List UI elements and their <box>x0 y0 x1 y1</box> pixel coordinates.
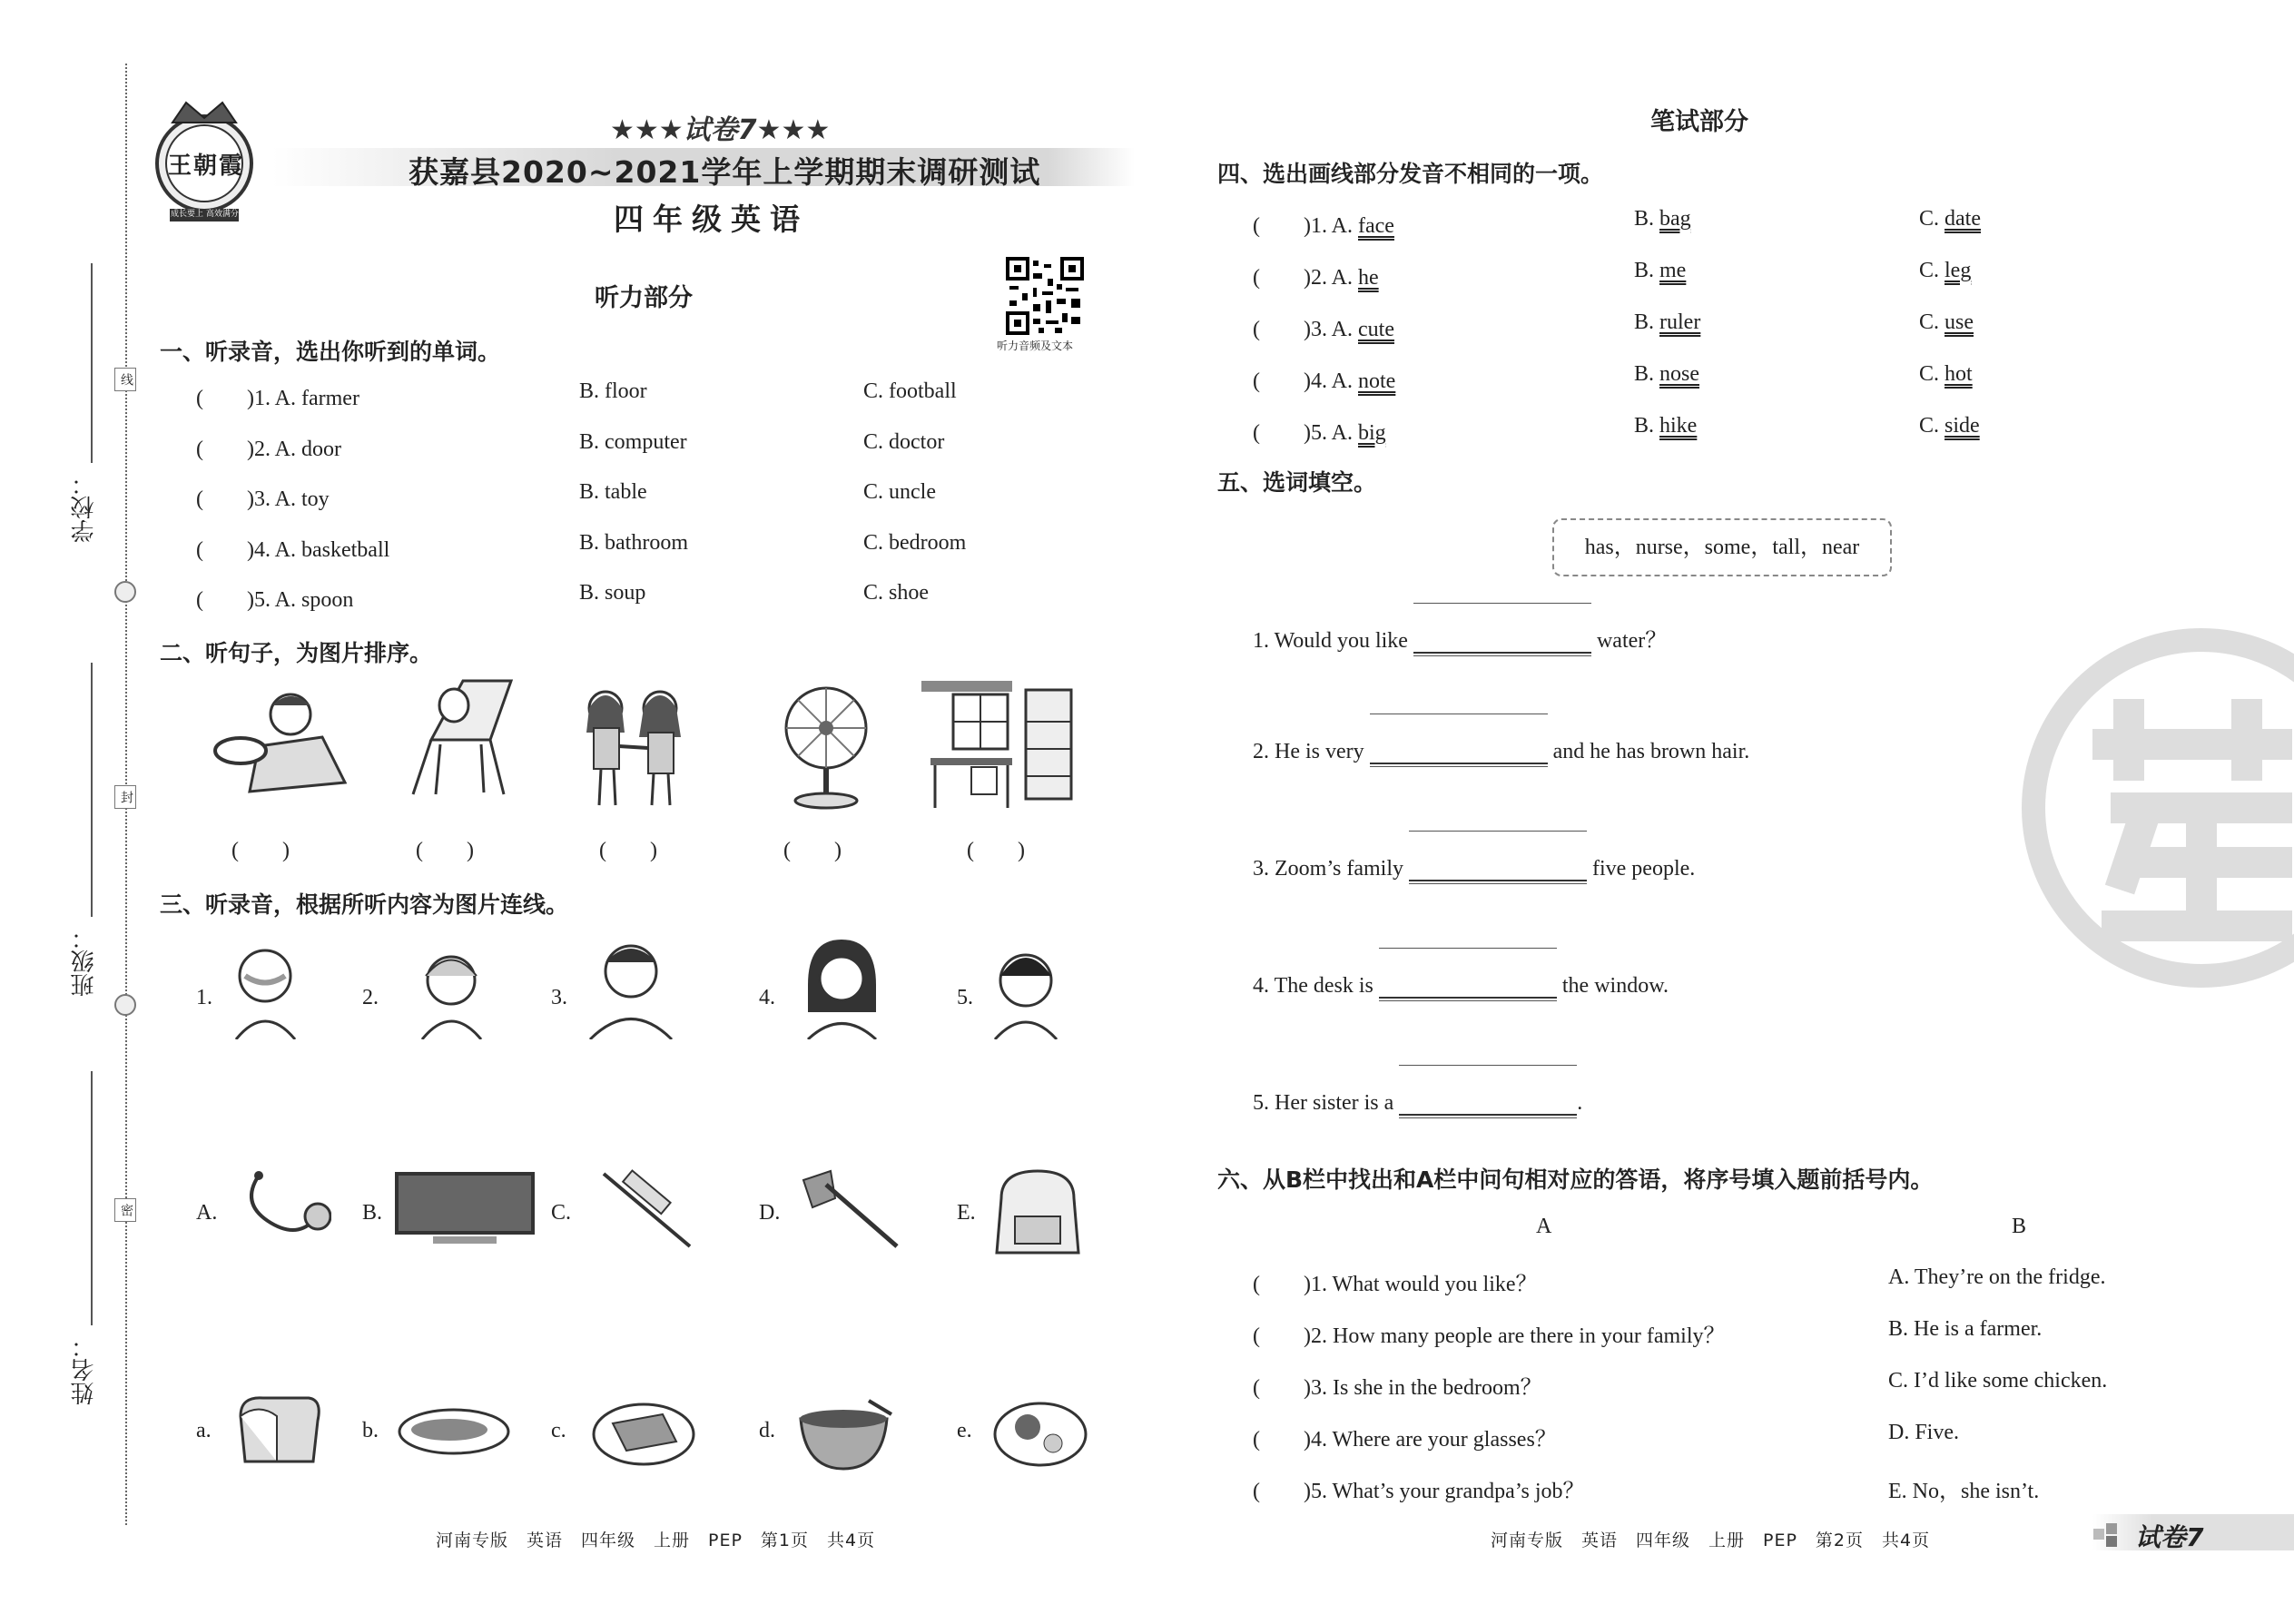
list-item <box>196 480 1013 531</box>
list-item <box>196 581 1013 632</box>
order-bracket[interactable]: ( ) <box>416 839 474 862</box>
name-label: 姓名： <box>71 1334 98 1405</box>
job-letter: C. <box>551 1201 572 1225</box>
option-c: C. date <box>1919 207 1981 231</box>
hoe-icon <box>799 1166 903 1253</box>
option-c: C. uncle <box>863 480 936 504</box>
list-item <box>1253 362 2070 414</box>
option-b: B. floor <box>579 379 647 403</box>
seal-mark-secret: 密 <box>114 1198 136 1222</box>
school-line <box>91 263 93 463</box>
binding-margin <box>54 64 136 1534</box>
answer-blank[interactable] <box>1399 1090 1577 1116</box>
option-b: B. table <box>579 480 647 504</box>
option-a: ( )1. A. farmer <box>196 387 359 410</box>
job-letter: E. <box>957 1201 976 1225</box>
food-letter: d. <box>759 1419 775 1442</box>
exam-title: 获嘉县2020~2021学年上学期期末调研测试 <box>409 154 1041 190</box>
answer: B. He is a farmer. <box>1888 1317 2043 1341</box>
man-icon <box>581 930 681 1039</box>
footer-tab-squares <box>2093 1529 2104 1540</box>
binding-hole-icon <box>114 581 136 603</box>
option-b: B. computer <box>579 429 687 454</box>
section6-heading: 六、从B栏中找出和A栏中问句相对应的答语，将序号填入题前括号内。 <box>1217 1166 1934 1193</box>
option-b: B. ruler <box>1634 310 1701 334</box>
food-letter: a. <box>196 1419 212 1442</box>
answer: A. They’re on the fridge. <box>1888 1265 2106 1289</box>
order-bracket[interactable]: ( ) <box>599 839 657 862</box>
fill-blank-4: 4. The desk is the window. <box>1253 974 1669 998</box>
exam-subtitle: 四年级英语 <box>614 202 809 237</box>
list-item <box>1253 207 2070 259</box>
page-footer-left: 河南专版 英语 四年级 上册 PEP 第1页 共4页 <box>436 1530 876 1550</box>
order-bracket[interactable]: ( ) <box>231 839 290 862</box>
list-item <box>196 531 1013 582</box>
option-a: ( )2. A. door <box>196 437 341 461</box>
list-item <box>1253 259 2070 310</box>
question: ( )1. What would you like？ <box>1253 1273 1538 1296</box>
section5-heading: 五、选词填空。 <box>1217 469 1377 496</box>
syringe-icon <box>595 1166 704 1253</box>
order-bracket[interactable]: ( ) <box>783 839 842 862</box>
option-c: C. hot <box>1919 362 1973 386</box>
option-a: ( )3. A. cute <box>1253 318 1394 341</box>
job-letter: D. <box>759 1201 781 1225</box>
stethoscope-icon <box>231 1166 331 1248</box>
option-c: C. football <box>863 379 957 403</box>
section1-heading: 一、听录音，选出你听到的单词。 <box>160 339 501 365</box>
option-a: ( )4. A. note <box>1253 369 1396 393</box>
section3-heading: 三、听录音，根据所听内容为图片连线。 <box>160 891 569 918</box>
person-number: 2. <box>362 986 379 1009</box>
grandma-icon <box>413 944 490 1039</box>
listening-title: 听力部分 <box>595 284 693 312</box>
fish-icon <box>395 1403 513 1457</box>
option-a: ( )3. A. toy <box>196 487 330 511</box>
logo-subtext: 成长要上 高效满分 <box>171 210 239 219</box>
boy-icon <box>988 940 1065 1039</box>
option-b: B. bathroom <box>579 530 688 555</box>
bread-icon <box>231 1389 322 1466</box>
option-b: B. nose <box>1634 362 1700 386</box>
column-b-header: B <box>2012 1215 2027 1238</box>
answer-blank[interactable] <box>1413 628 1591 654</box>
person-number: 3. <box>551 986 567 1009</box>
woman-icon <box>799 935 885 1039</box>
soup-icon <box>796 1396 896 1473</box>
paper-badge: ★★★试卷7★★★ <box>610 114 831 146</box>
grandpa-icon <box>227 940 304 1039</box>
class-label: 班级： <box>71 926 98 997</box>
answer: E. No，she isn’t. <box>1888 1480 2040 1503</box>
list-item <box>196 379 1013 430</box>
qr-caption: 听力音频及文本 <box>997 340 1074 352</box>
seal-mark-seal: 封 <box>114 785 136 809</box>
qr-code-icon <box>1006 257 1084 335</box>
seal-mark-line: 线 <box>114 368 136 391</box>
section4-heading: 四、选出画线部分发音不相同的一项。 <box>1217 161 1604 187</box>
rice-dish-icon <box>991 1398 1089 1471</box>
question: ( )5. What’s your grandpa’s job？ <box>1253 1480 1585 1503</box>
job-letter: A. <box>196 1201 218 1225</box>
job-letter: B. <box>362 1201 383 1225</box>
meat-icon <box>590 1396 697 1469</box>
fill-blank-3: 3. Zoom’s family five people. <box>1253 857 1696 881</box>
option-a: ( )5. A. spoon <box>196 588 354 612</box>
list-item <box>1253 1369 2197 1421</box>
option-c: C. doctor <box>863 429 945 454</box>
two-girls-icon <box>574 683 692 810</box>
list-item <box>1253 414 2070 466</box>
answer: C. I’d like some chicken. <box>1888 1369 2108 1393</box>
class-line <box>91 663 93 917</box>
list-item <box>1253 310 2070 362</box>
fill-blank-2: 2. He is very and he has brown hair. <box>1253 740 1750 763</box>
list-item <box>1253 1317 2197 1369</box>
section2-heading: 二、听句子，为图片排序。 <box>160 640 433 666</box>
food-letter: e. <box>957 1419 972 1442</box>
fill-blank-5: 5. Her sister is a . <box>1253 1091 1583 1115</box>
answer: D. Five. <box>1888 1421 1959 1444</box>
food-letter: b. <box>362 1419 379 1442</box>
section1-list <box>196 379 1013 632</box>
option-b: B. bag <box>1634 207 1691 231</box>
option-b: B. me <box>1634 259 1687 282</box>
binding-hole-icon <box>114 994 136 1016</box>
option-b: B. hike <box>1634 414 1698 438</box>
fill-blank-1: 1. Would you like water？ <box>1253 629 1668 653</box>
list-item <box>1253 1472 2197 1524</box>
question: ( )3. Is she in the bedroom？ <box>1253 1376 1542 1400</box>
answer-blank[interactable] <box>1370 739 1548 764</box>
food-letter: c. <box>551 1419 566 1442</box>
answer-blank[interactable] <box>1409 856 1587 881</box>
matching-list <box>1253 1265 2197 1524</box>
writing-title: 笔试部分 <box>1650 108 1748 136</box>
fan-icon <box>772 683 881 810</box>
list-item <box>1253 1421 2197 1472</box>
dog-on-chair-icon <box>395 676 517 799</box>
bedroom-icon <box>917 676 1076 812</box>
option-c: C. leg <box>1919 259 1972 282</box>
school-label: 学校： <box>71 472 98 543</box>
section4-list <box>1253 207 2070 466</box>
blackboard-icon <box>392 1169 537 1251</box>
person-number: 1. <box>196 986 212 1009</box>
list-item <box>1253 1265 2197 1317</box>
name-line <box>91 1071 93 1325</box>
person-number: 5. <box>957 986 973 1009</box>
option-a: ( )1. A. face <box>1253 214 1394 238</box>
option-c: C. side <box>1919 414 1980 438</box>
page-footer-right: 河南专版 英语 四年级 上册 PEP 第2页 共4页 <box>1491 1530 1931 1550</box>
backpack-icon <box>988 1166 1088 1262</box>
question: ( )2. How many people are there in your family？ <box>1253 1324 1726 1348</box>
column-a-header: A <box>1536 1215 1552 1238</box>
steering-wheel-boy-icon <box>195 683 350 801</box>
list-item <box>196 430 1013 481</box>
person-number: 4. <box>759 986 775 1009</box>
order-bracket[interactable]: ( ) <box>967 839 1025 862</box>
option-c: C. use <box>1919 310 1974 334</box>
option-b: B. soup <box>579 581 646 605</box>
option-c: C. shoe <box>863 581 929 605</box>
word-box: has，nurse，some，tall，near <box>1552 518 1892 576</box>
logo-text: 王朝霞 <box>168 153 245 180</box>
seal-stamp-icon <box>2020 626 2294 989</box>
footer-tab-label: 试卷7 <box>2135 1522 2204 1552</box>
option-a: ( )2. A. he <box>1253 266 1379 290</box>
answer-blank[interactable] <box>1379 973 1557 999</box>
question: ( )4. Where are your glasses？ <box>1253 1428 1557 1452</box>
option-a: ( )5. A. big <box>1253 421 1386 445</box>
option-c: C. bedroom <box>863 530 967 555</box>
option-a: ( )4. A. basketball <box>196 537 390 562</box>
